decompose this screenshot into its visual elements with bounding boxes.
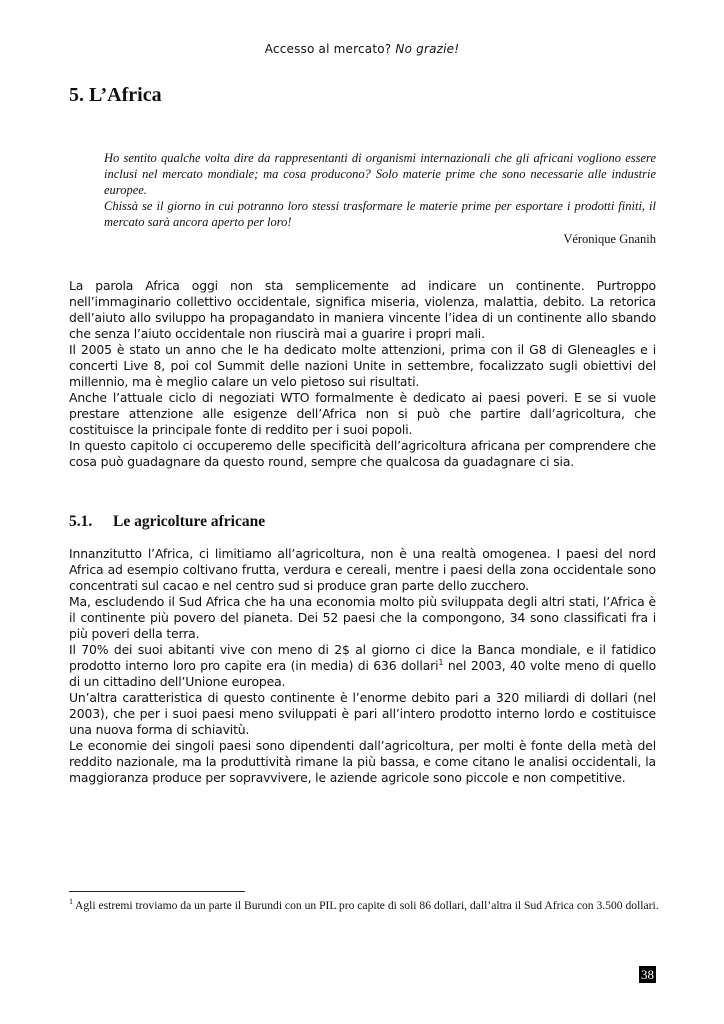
header-title-italic: No grazie! [395,42,460,56]
footnote [69,898,659,913]
header-title: Accesso al mercato? [264,42,392,56]
body-paragraph: La parola Africa oggi non sta semplicemente ad indicare un continente. Purtroppo nell’immaginario collettivo occidentale, significa miseria, violenza, malattia, debito. La retorica dell’aiuto allo sviluppo ha propagandato in maniera vincente l’idea di un continente allo sbando che senza l’aiuto occidentale non riuscirà mai a guarire i propri mali. [69,278,656,341]
body-paragraph: Innanzitutto l’Africa, ci limitiamo all’agricoltura, non è una realtà omogenea. I paesi del nord Africa ad esempio coltivano frutta, verdura e cereali, mentre i paesi della zona occidentale sono concentrati sul cacao e nel centro sud si produce gran parte dello zucchero. [69,546,656,593]
body-text: Il 70% dei suoi abitanti vive con meno di 2$ al giorno ci dice la Banca mondiale, e il fatidico prodotto interno loro pro capite era (in media) di 636 dollari [69,642,656,673]
body-paragraph: Un’altra caratteristica di questo continente è l’enorme debito pari a 320 miliardi di dollari (nel 2003), che per i suoi paesi meno sviluppati è pari all’intero prodotto interno lordo e costituisce una nuova forma di schiavitù. [69,690,656,737]
page-number: 38 [641,967,654,982]
running-header [0,42,724,56]
body-text: nel 2003, 40 volte meno di quello di un cittadino dell’Unione europea. [69,658,656,689]
body-paragraph: Il 2005 è stato un anno che le ha dedicato molte attenzioni, prima con il G8 di Gleneagles e i concerti Live 8, poi col Summit delle nazioni Unite in settembre, focalizzato sugli obiettivi del millennio, ma è meglio calare un velo pietoso sui risultati. [69,342,656,389]
epigraph [104,150,656,247]
body-paragraph: Ma, escludendo il Sud Africa che ha una economia molto più sviluppata degli altri stati, l’Africa è il continente più povero del pianeta. Dei 52 paesi che la compongono, 34 sono classificati fra i più poveri della terra. [69,594,656,641]
epigraph-paragraph: Chissà se il giorno in cui potranno loro stessi trasformare le materie prime per esportare i prodotti finiti, il mercato sarà ancora aperto per loro! [104,199,656,229]
intro-text [69,278,656,470]
body-paragraph [69,642,656,690]
chapter-title: 5. L’Africa [69,84,162,106]
section-heading [69,513,265,531]
section-text [69,546,656,786]
epigraph-author: Véronique Gnanih [563,232,656,246]
body-paragraph: In questo capitolo ci occuperemo delle specificità dell’agricoltura africana per comprendere che cosa può guadagnare da questo round, sempre che qualcosa da guadagnare ci sia. [69,438,656,469]
footnote-marker: 1 [69,897,73,907]
section-number: 5.1. [69,513,93,530]
body-paragraph: Le economie dei singoli paesi sono dipendenti dall’agricoltura, per molti è fonte della metà del reddito nazionale, ma la produttività rimane la più bassa, e come citano le analisi occidentali, la maggioranza produce per sopravvivere, le aziende agricole sono piccole e non competitive. [69,738,656,785]
footnote-text: Agli estremi troviamo da un parte il Burundi con un PIL pro capite di soli 86 dollari, dall’altra il Sud Africa con 3.500 dollari. [75,899,659,912]
footnote-divider [69,891,245,892]
body-paragraph: Anche l’attuale ciclo di negoziati WTO formalmente è dedicato ai paesi poveri. E se si vuole prestare attenzione alle esigenze dell’Africa non si può che partire dall’agricoltura, che costituisce la principale fonte di reddito per i suoi popoli. [69,390,656,437]
section-title: Le agricolture africane [113,513,266,530]
footnote-reference[interactable]: 1 [438,657,444,667]
footnote-paragraph [69,898,659,913]
epigraph-paragraph: Ho sentito qualche volta dire da rappresentanti di organismi internazionali che gli africani vogliono essere inclusi nel mercato mondiale; ma cosa producono? Solo materie prime che sono necessarie alle industrie europee. [104,151,656,197]
